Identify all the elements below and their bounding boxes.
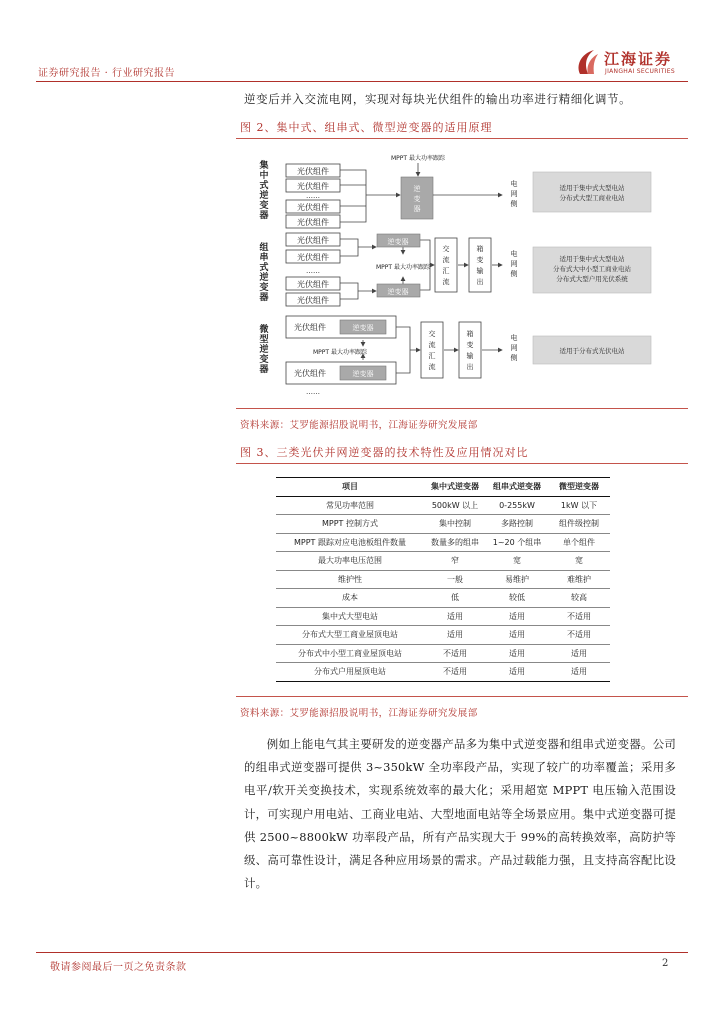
svg-text:输: 输: [466, 352, 474, 360]
table-cell: 窄: [451, 556, 459, 566]
inverter-box: 逆变器: [352, 370, 374, 378]
inverter-box: 逆变器: [352, 324, 374, 332]
svg-text:流: 流: [442, 278, 450, 286]
svg-text:集: 集: [259, 161, 269, 171]
table-cell: 分布式大型工商业屋顶电站: [302, 630, 398, 640]
table-cell: 易维护: [505, 574, 529, 584]
svg-text:逆: 逆: [259, 345, 269, 355]
table-cell: 难维护: [567, 574, 591, 584]
table-row: [276, 552, 610, 571]
svg-text:流: 流: [428, 363, 436, 371]
svg-text:变: 变: [259, 201, 269, 211]
table-cell: 单个组件: [563, 537, 595, 547]
header-divider: [36, 81, 688, 82]
table-cell: 适用: [447, 611, 463, 621]
pv-panel: 光伏组件: [297, 218, 329, 227]
table-cell: 数量多的组串: [431, 537, 479, 547]
table-cell: 不适用: [443, 648, 467, 658]
body-paragraph: 例如上能电气其主要研发的逆变器产品多为集中式逆变器和组串式逆变器。公司的组串式逆变器可提供 3~350kW 全功率段产品，实现了较广的功率覆盖；采用多电平/软开关变换技术，实现系统效率的最大化；采用超宽 MPPT 电压输入范围设计，可实现户用电站、工商业电站、大型地面电站等全场景应用。集中式逆变器可提供 2500~8800kW 功率段产品，所有产品实现大于 99%的高转换效率，高防护等级、高可靠性设计，满足各种应用场景的需求。产品过载能力强，且支持高容配比设计。: [244, 737, 676, 891]
table-cell: 分布式中小型工商业屋顶电站: [298, 648, 402, 658]
svg-text:适用于集中式大型电站: 适用于集中式大型电站: [559, 184, 625, 192]
table-cell: 适用: [509, 648, 525, 658]
figure3-title: 图 3、三类光伏并网逆变器的技术特性及应用情况对比: [240, 446, 529, 459]
svg-text:网: 网: [510, 260, 518, 268]
table-cell: 最大功率电压范围: [318, 556, 382, 566]
svg-text:侧: 侧: [510, 354, 518, 362]
column-header: 项目: [342, 482, 358, 492]
svg-text:逆: 逆: [413, 185, 421, 193]
svg-text:适用于分布式光伏电站: 适用于分布式光伏电站: [559, 347, 625, 355]
svg-text:器: 器: [413, 205, 421, 213]
svg-text:出: 出: [476, 278, 484, 286]
figure2-bottom-rule: [236, 408, 688, 409]
table-cell: 成本: [342, 593, 358, 603]
table-row: [276, 589, 610, 608]
svg-text:电: 电: [510, 180, 518, 188]
table-header-row: [276, 478, 610, 497]
svg-text:式: 式: [259, 263, 269, 273]
svg-text:变: 变: [259, 283, 269, 293]
table-cell: 宽: [513, 556, 521, 566]
row-centralized: [259, 154, 651, 228]
table-row: [276, 607, 610, 626]
table-cell: 较高: [571, 593, 587, 603]
pv-panel: 光伏组件: [297, 203, 329, 212]
pv-panel: 光伏组件: [297, 296, 329, 305]
table-cell: 集中控制: [439, 519, 471, 529]
svg-text:器: 器: [259, 365, 269, 375]
logo-english-name: JIANGHAI SECURITIES: [605, 68, 675, 75]
table-cell: 适用: [571, 648, 587, 658]
svg-text:分布式大型户用光伏系统: 分布式大型户用光伏系统: [556, 275, 628, 283]
application-box: [533, 172, 651, 212]
table-row: [276, 644, 610, 663]
svg-text:式: 式: [259, 181, 269, 191]
table-cell: MPPT 跟踪对应电池板组件数量: [294, 537, 406, 547]
logo-chinese-name: 江海证券: [604, 50, 673, 68]
svg-text:变: 变: [259, 355, 269, 365]
svg-text:微: 微: [259, 325, 269, 335]
table-cell: 多路控制: [501, 519, 533, 529]
svg-text:流: 流: [428, 341, 436, 349]
pv-panel: 光伏组件: [294, 369, 326, 378]
table-row: [276, 570, 610, 589]
svg-text:器: 器: [259, 211, 269, 221]
table-cell: 常见功率范围: [326, 500, 374, 510]
table-cell: 500kW 以上: [431, 500, 479, 510]
table-cell: 不适用: [567, 611, 591, 621]
svg-text:变: 变: [466, 341, 474, 349]
table-cell: 1~20 个组串: [492, 537, 542, 547]
table-cell: 1kW 以下: [560, 500, 598, 510]
pv-panel: 光伏组件: [297, 280, 329, 289]
svg-text:……: ……: [306, 388, 320, 396]
svg-text:变: 变: [413, 195, 421, 203]
svg-text:箱: 箱: [476, 245, 484, 253]
figure3-top-rule: [236, 463, 688, 464]
row-string: [259, 233, 651, 306]
pv-panel: 光伏组件: [294, 323, 326, 332]
table-row: [276, 663, 610, 682]
pv-panel: 光伏组件: [297, 182, 329, 191]
svg-text:出: 出: [466, 363, 474, 371]
page-number: 2: [662, 958, 669, 969]
mppt-label: MPPT 最大功率跟踪: [313, 349, 367, 356]
column-header: 微型逆变器: [559, 482, 599, 492]
figure3-bottom-rule: [236, 696, 688, 697]
table-cell: 不适用: [567, 630, 591, 640]
inverter-comparison-table: [276, 477, 610, 682]
svg-text:逆: 逆: [259, 191, 269, 201]
table-row: [276, 515, 610, 534]
lead-line: 逆变后并入交流电网，实现对每块光伏组件的输出功率进行精细化调节。: [244, 92, 632, 106]
figure2-source: 资料来源：艾罗能源招股说明书，江海证券研究发展部: [240, 420, 478, 431]
table-cell: 集中式大型电站: [322, 611, 378, 621]
table-cell: 组件级控制: [559, 519, 599, 529]
table-cell: 适用: [509, 630, 525, 640]
figure3-source: 资料来源：艾罗能源招股说明书，江海证券研究发展部: [240, 708, 478, 719]
svg-text:分布式大型工商业电站: 分布式大型工商业电站: [559, 194, 625, 202]
mppt-label: MPPT 最大功率跟踪: [376, 264, 430, 271]
inverter-box: 逆变器: [387, 288, 409, 296]
svg-text:箱: 箱: [466, 330, 474, 338]
table-cell: 分布式户用屋顶电站: [314, 667, 386, 677]
footer-divider: [36, 952, 688, 953]
svg-text:网: 网: [510, 190, 518, 198]
column-header: 集中式逆变器: [431, 482, 479, 492]
svg-text:汇: 汇: [428, 352, 436, 360]
svg-text:电: 电: [510, 334, 518, 342]
table-row: [276, 533, 610, 552]
inverter-box: 逆变器: [387, 238, 409, 246]
pv-panel: 光伏组件: [297, 253, 329, 262]
svg-text:流: 流: [442, 256, 450, 264]
footer-disclaimer: 敬请参阅最后一页之免责条款: [50, 962, 187, 973]
svg-text:……: ……: [306, 192, 320, 200]
row-micro: [259, 316, 651, 396]
svg-text:……: ……: [306, 267, 320, 275]
table-cell: 不适用: [443, 667, 467, 677]
body-paragraph-block: [244, 733, 676, 895]
svg-text:网: 网: [510, 344, 518, 352]
svg-text:交: 交: [442, 245, 450, 253]
table-cell: 宽: [575, 556, 583, 566]
table-cell: 适用: [509, 611, 525, 621]
table-cell: 0-255kW: [499, 500, 535, 510]
svg-text:侧: 侧: [510, 270, 518, 278]
table-cell: 较低: [509, 593, 525, 603]
table-cell: 适用: [571, 667, 587, 677]
table-row: [276, 496, 610, 515]
figure2-title: 图 2、集中式、组串式、微型逆变器的适用原理: [240, 121, 493, 134]
svg-text:中: 中: [259, 171, 269, 181]
table-cell: 维护性: [338, 574, 362, 584]
svg-text:分布式大中小型工商业电站: 分布式大中小型工商业电站: [553, 265, 631, 273]
svg-text:器: 器: [259, 293, 269, 303]
column-header: 组串式逆变器: [493, 482, 541, 492]
svg-text:适用于集中式大型电站: 适用于集中式大型电站: [559, 255, 625, 263]
svg-text:变: 变: [476, 256, 484, 264]
svg-text:侧: 侧: [510, 200, 518, 208]
pv-panel: 光伏组件: [297, 236, 329, 245]
table-cell: MPPT 控制方式: [322, 519, 378, 529]
svg-text:型: 型: [259, 335, 269, 345]
pv-panel: 光伏组件: [297, 167, 329, 176]
svg-text:输: 输: [476, 267, 484, 275]
table-cell: 低: [451, 593, 459, 603]
svg-text:串: 串: [259, 253, 269, 263]
svg-text:逆: 逆: [259, 273, 269, 283]
mppt-label: MPPT 最大功率跟踪: [391, 155, 445, 162]
table-row: [276, 626, 610, 645]
table-cell: 一般: [447, 574, 463, 584]
report-type-label: 证券研究报告 · 行业研究报告: [38, 68, 176, 79]
inverter-principle-diagram: [258, 150, 678, 400]
svg-text:电: 电: [510, 250, 518, 258]
svg-text:交: 交: [428, 330, 436, 338]
figure2-top-rule: [236, 138, 688, 139]
svg-text:汇: 汇: [442, 267, 450, 275]
logo-mark-icon: [574, 48, 600, 76]
svg-text:组: 组: [259, 243, 269, 253]
table-cell: 适用: [447, 630, 463, 640]
table-cell: 适用: [509, 667, 525, 677]
company-logo: [574, 46, 684, 78]
